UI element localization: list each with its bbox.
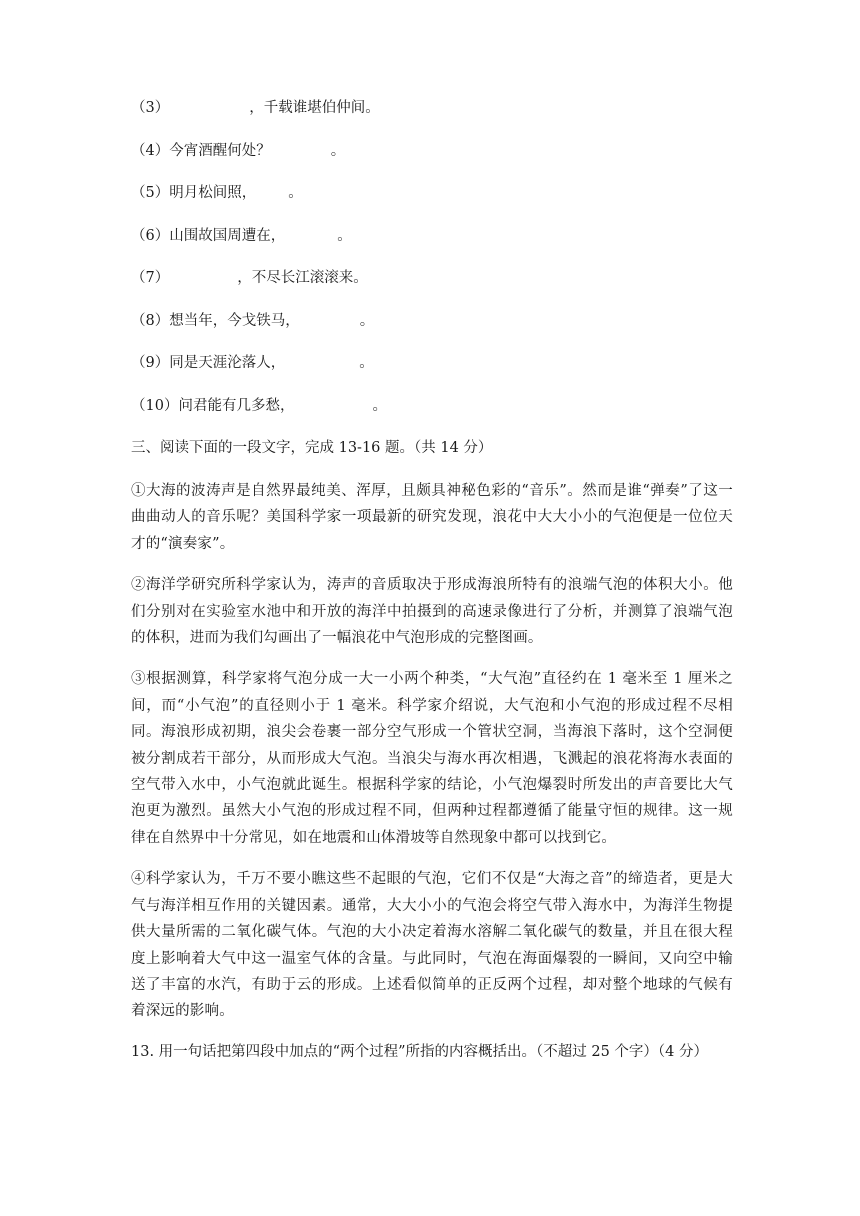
item-text-after: 。 — [359, 312, 375, 329]
reading-paragraph-1: ①大海的波涛声是自然界最纯美、浑厚，且颇具神秘色彩的“音乐”。然而是谁“弹奏”了这一曲曲动人的音乐呢？美国科学家一项最新的研究发现，浪花中大大小小的气泡便是一位位天才的“演奏家”。 — [131, 483, 733, 552]
fill-blank-item-10 — [131, 394, 733, 418]
item-text-after: 。 — [337, 227, 352, 244]
reading-paragraph-3: ③根据测算，科学家将气泡分成一大一小两个种类，“大气泡”直径约在 1 毫米至 1 厘米之间，而“小气泡”的直径则小于 1 毫米。科学家介绍说，大气泡和小气泡的形成过程不尽相同。海浪形成初期，浪尖会卷裹一部分空气形成一个管状空洞，当海浪下落时，这个空洞便被分割成若干部分，从而形成大气泡。当浪尖与海水再次相遇，飞溅起的浪花将海水表面的空气带入水中，小气泡就此诞生。根据科学家的结论，小气泡爆裂时所发出的声音要比大气泡更为激烈。虽然大小气泡的形成过程不同，但两种过程都遵循了能量守恒的规律。这一规律在自然界中十分常见，如在地震和山体滑坡等自然现象中都可以找到它。 — [131, 671, 733, 846]
fill-blank-item-9 — [131, 351, 733, 375]
fill-blank-item-8 — [131, 309, 733, 333]
answer-area[interactable] — [131, 1064, 733, 1214]
item-text-after: 。 — [288, 185, 303, 201]
item-text-before: 山围故国周遭在， — [169, 227, 286, 244]
section-heading: 三、阅读下面的一段文字，完成 13-16 题。（共 14 分） — [131, 440, 493, 456]
fill-blank-item-5 — [131, 181, 733, 205]
item-number: （9） — [131, 355, 170, 371]
item-number: （5） — [131, 185, 170, 201]
fill-blank-item-7 — [131, 266, 733, 290]
reading-paragraph-2: ②海洋学研究所科学家认为，涛声的音质取决于形成海浪所特有的浪端气泡的体积大小。他们分别对在实验室水池中和开放的海洋中拍摄到的高速录像进行了分析，并测算了浪端气泡的体积，进而为我们勾画出了一幅浪花中气泡形成的完整图画。 — [131, 577, 733, 647]
item-text-before: 问君能有几多愁， — [178, 397, 295, 414]
item-text-before: 同是天涯沦落人， — [169, 355, 286, 371]
question-13: 13. 用一句话把第四段中加点的“两个过程”所指的内容概括出。（不超过 25 个字）（4 分） — [131, 1043, 708, 1060]
item-number: （8） — [131, 312, 170, 329]
item-text-before: 今宵酒醒何处？ — [169, 142, 271, 159]
item-number: （10） — [131, 397, 179, 414]
item-text-before: 明月松间照， — [169, 185, 257, 201]
item-text-after: 。 — [372, 397, 387, 414]
item-text-after: 。 — [359, 355, 374, 371]
item-number: （4） — [131, 142, 170, 159]
item-text-after: ，不尽长江滚滚来。 — [237, 270, 368, 286]
fill-blank-item-3 — [131, 96, 733, 120]
item-text-after: 。 — [330, 142, 346, 159]
item-number: （3） — [131, 100, 170, 116]
item-number: （7） — [131, 270, 170, 286]
item-text-after: ，千载谁堪伯仲间。 — [249, 100, 380, 116]
reading-paragraph-4: ④科学家认为，千万不要小瞧这些不起眼的气泡，它们不仅是“大海之音”的缔造者，更是大气与海洋相互作用的关键因素。通常，大大小小的气泡会将空气带入海水中，为海洋生物提供大量所需的二氧化碳气体。气泡的大小决定着海水溶解二氧化碳气的数量，并且在很大程度上影响着大气中这一温室气体的含量。与此同时，气泡在海面爆裂的一瞬间，又向空中输送了丰富的水汽，有助于云的形成。上述看似简单的正反两个过程，却对整个地球的气候有着深远的影响。 — [131, 871, 733, 1020]
fill-blank-item-6 — [131, 224, 733, 248]
item-text-before: 想当年，今戈铁马， — [169, 312, 300, 329]
fill-blank-item-4 — [131, 139, 733, 163]
exam-page — [131, 96, 733, 1214]
item-number: （6） — [131, 227, 170, 244]
